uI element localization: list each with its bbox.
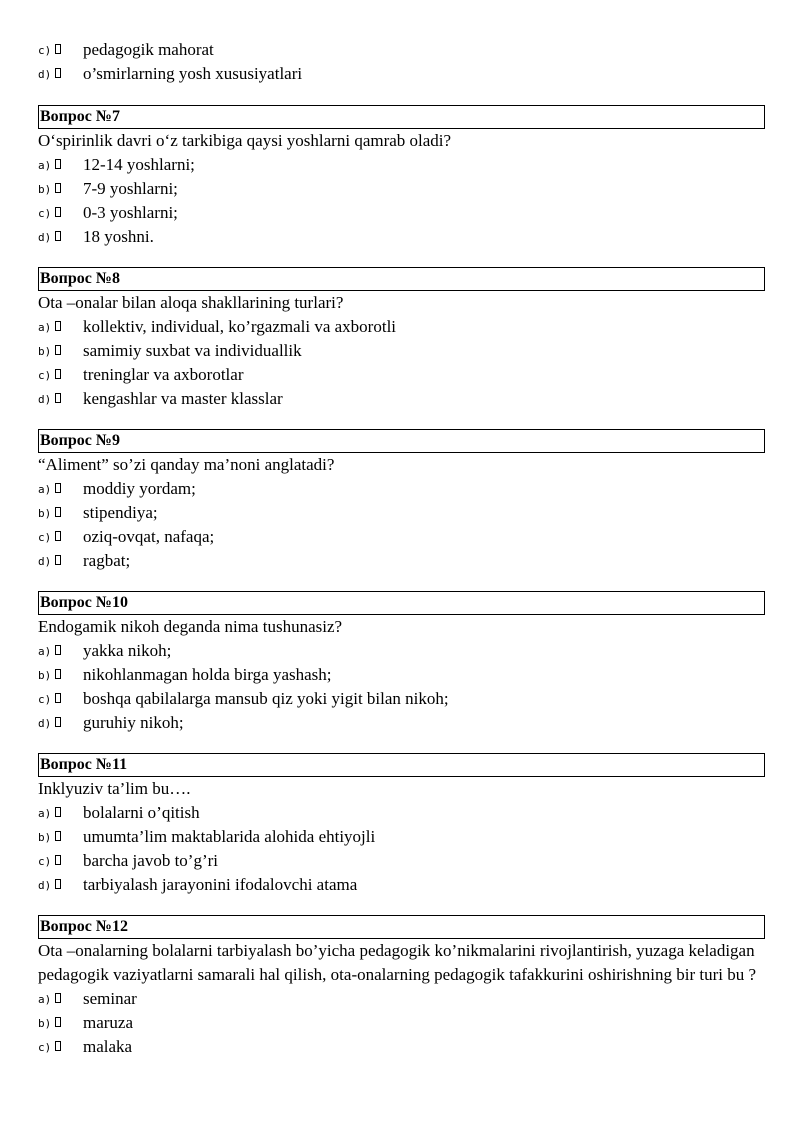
option-letter: c)	[38, 855, 52, 868]
option-letter: b)	[38, 345, 52, 358]
checkbox-icon	[55, 207, 61, 217]
option-letter: d)	[38, 555, 52, 568]
option-text: 7-9 yoshlarni;	[83, 179, 178, 198]
option-text: ragbat;	[83, 551, 131, 570]
checkbox-icon	[55, 345, 61, 355]
checkbox-icon	[55, 669, 61, 679]
option-letter: b)	[38, 1017, 52, 1030]
checkbox-icon	[55, 68, 61, 78]
option-letter: a)	[38, 807, 52, 820]
option-item	[38, 801, 765, 825]
option-letter: c)	[38, 44, 52, 57]
checkbox-icon	[55, 183, 61, 193]
option-text: 18 yoshni.	[83, 227, 154, 246]
option-item	[38, 153, 765, 177]
question-header: Вопрос №10	[38, 591, 765, 615]
option-item	[38, 62, 765, 86]
option-letter: a)	[38, 483, 52, 496]
option-item	[38, 1011, 765, 1035]
option-text: guruhiy nikoh;	[83, 713, 184, 732]
checkbox-icon	[55, 831, 61, 841]
option-letter: b)	[38, 669, 52, 682]
checkbox-icon	[55, 807, 61, 817]
question-block-8	[38, 267, 765, 411]
checkbox-icon	[55, 531, 61, 541]
checkbox-icon	[55, 555, 61, 565]
question-text: Ota –onalarning bolalarni tarbiyalash bo’yicha pedagogik ko’nikmalarini rivojlantirish, yuzaga keladigan pedagogik vaziyatlarni samarali hal qilish, ota-onalarning pedagogik tafakkurini oshirishning bir turi bu ?	[38, 941, 757, 984]
option-letter: c)	[38, 693, 52, 706]
option-item	[38, 201, 765, 225]
option-text: bolalarni o’qitish	[83, 803, 200, 822]
question-header: Вопрос №11	[38, 753, 765, 777]
checkbox-icon	[55, 44, 61, 54]
option-letter: d)	[38, 717, 52, 730]
checkbox-icon	[55, 855, 61, 865]
option-letter: b)	[38, 507, 52, 520]
option-item	[38, 501, 765, 525]
checkbox-icon	[55, 159, 61, 169]
option-item	[38, 873, 765, 897]
option-item	[38, 363, 765, 387]
option-text: tarbiyalash jarayonini ifodalovchi atama	[83, 875, 358, 894]
option-item	[38, 177, 765, 201]
option-text: pedagogik mahorat	[83, 40, 214, 59]
checkbox-icon	[55, 693, 61, 703]
option-text: kollektiv, individual, ko’rgazmali va axborotli	[83, 317, 397, 336]
option-letter: a)	[38, 159, 52, 172]
option-text: barcha javob to’g’ri	[83, 851, 218, 870]
checkbox-icon	[55, 393, 61, 403]
question-header: Вопрос №8	[38, 267, 765, 291]
option-letter: c)	[38, 207, 52, 220]
option-item	[38, 639, 765, 663]
option-letter: c)	[38, 1041, 52, 1054]
option-text: kengashlar va master klasslar	[83, 389, 283, 408]
previous-question-options	[38, 38, 765, 86]
option-letter: a)	[38, 321, 52, 334]
option-text: seminar	[83, 989, 137, 1008]
option-item	[38, 339, 765, 363]
option-text: nikohlanmagan holda birga yashash;	[83, 665, 332, 684]
option-letter: d)	[38, 231, 52, 244]
option-item	[38, 825, 765, 849]
checkbox-icon	[55, 507, 61, 517]
option-item	[38, 525, 765, 549]
option-text: malaka	[83, 1037, 133, 1056]
option-text: stipendiya;	[83, 503, 158, 522]
checkbox-icon	[55, 483, 61, 493]
option-item	[38, 987, 765, 1011]
question-text: Inklyuziv ta’lim bu….	[38, 779, 191, 798]
option-text: samimiy suxbat va individuallik	[83, 341, 302, 360]
option-letter: c)	[38, 531, 52, 544]
option-text: o’smirlarning yosh xususiyatlari	[83, 64, 303, 83]
option-item	[38, 387, 765, 411]
option-item	[38, 225, 765, 249]
option-text: maruza	[83, 1013, 134, 1032]
option-letter: a)	[38, 993, 52, 1006]
question-block-7	[38, 105, 765, 249]
question-text: “Aliment” so’zi qanday ma’noni anglatadi?	[38, 455, 335, 474]
checkbox-icon	[55, 321, 61, 331]
option-letter: d)	[38, 879, 52, 892]
option-letter: a)	[38, 645, 52, 658]
checkbox-icon	[55, 1017, 61, 1027]
question-block-9	[38, 429, 765, 573]
option-item	[38, 663, 765, 687]
option-item	[38, 687, 765, 711]
option-letter: d)	[38, 68, 52, 81]
option-text: 12-14 yoshlarni;	[83, 155, 195, 174]
option-item	[38, 849, 765, 873]
question-text: Endogamik nikoh deganda nima tushunasiz?	[38, 617, 343, 636]
option-letter: d)	[38, 393, 52, 406]
checkbox-icon	[55, 1041, 61, 1051]
option-item	[38, 711, 765, 735]
option-item	[38, 38, 765, 62]
option-text: 0-3 yoshlarni;	[83, 203, 178, 222]
option-text: oziq-ovqat, nafaqa;	[83, 527, 215, 546]
checkbox-icon	[55, 645, 61, 655]
option-item	[38, 549, 765, 573]
question-header: Вопрос №9	[38, 429, 765, 453]
question-header: Вопрос №12	[38, 915, 765, 939]
option-text: moddiy yordam;	[83, 479, 196, 498]
question-header: Вопрос №7	[38, 105, 765, 129]
option-text: boshqa qabilalarga mansub qiz yoki yigit bilan nikoh;	[83, 689, 449, 708]
option-item	[38, 1035, 765, 1059]
option-letter: b)	[38, 831, 52, 844]
checkbox-icon	[55, 231, 61, 241]
checkbox-icon	[55, 717, 61, 727]
question-block-12	[38, 915, 765, 1059]
option-item	[38, 477, 765, 501]
checkbox-icon	[55, 879, 61, 889]
option-letter: b)	[38, 183, 52, 196]
option-text: umumta’lim maktablarida alohida ehtiyojli	[83, 827, 376, 846]
checkbox-icon	[55, 993, 61, 1003]
option-text: treninglar va axborotlar	[83, 365, 244, 384]
question-block-11	[38, 753, 765, 897]
checkbox-icon	[55, 369, 61, 379]
option-text: yakka nikoh;	[83, 641, 172, 660]
question-block-10	[38, 591, 765, 735]
question-text: O‘spirinlik davri o‘z tarkibiga qaysi yoshlarni qamrab oladi?	[38, 131, 452, 150]
option-letter: c)	[38, 369, 52, 382]
option-item	[38, 315, 765, 339]
question-text: Ota –onalar bilan aloqa shakllarining turlari?	[38, 293, 344, 312]
